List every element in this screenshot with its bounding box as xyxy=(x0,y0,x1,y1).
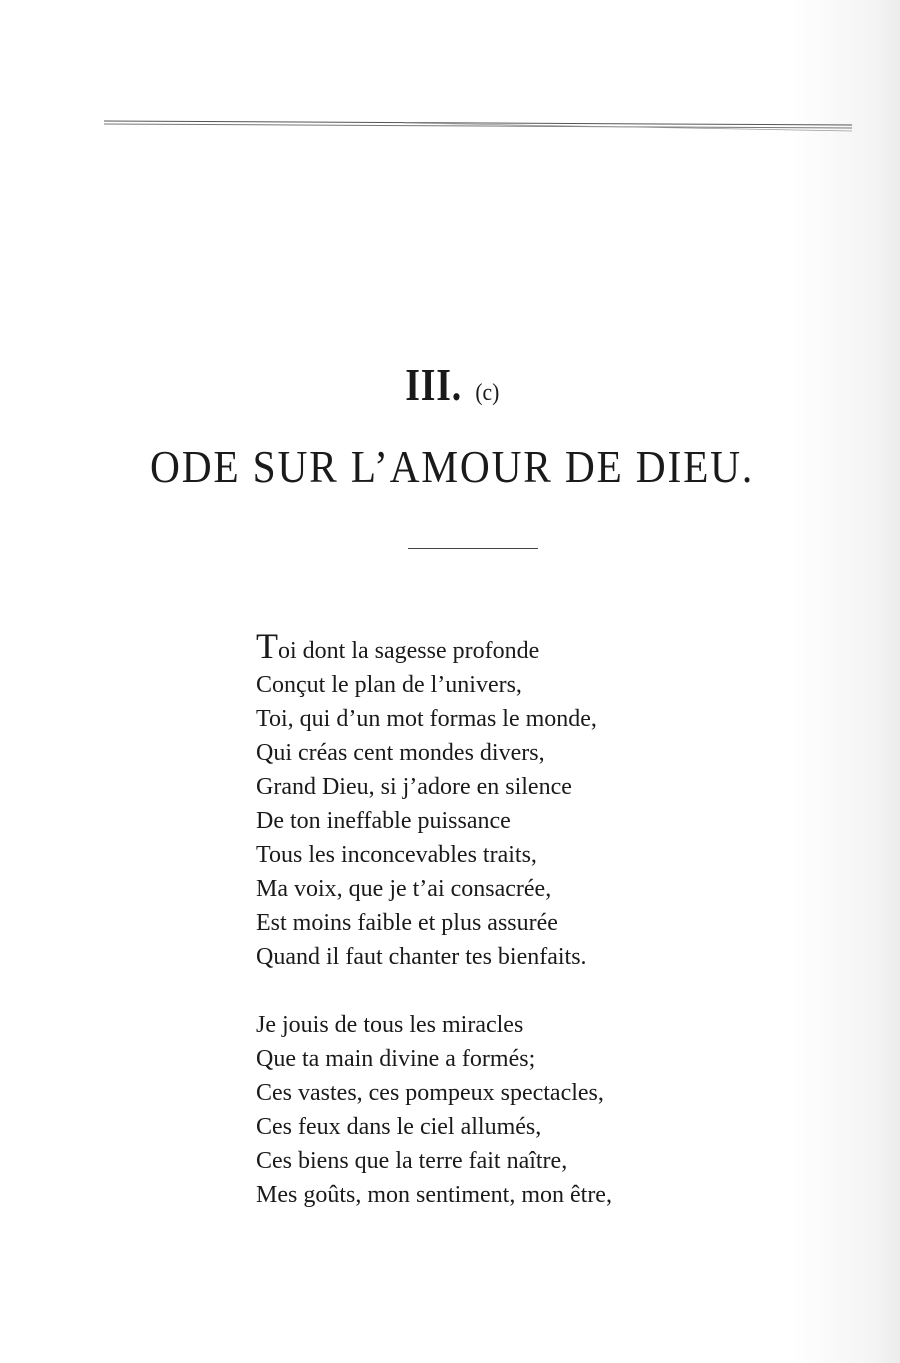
poem-line-first xyxy=(256,626,816,668)
poem-line: De ton ineffable puissance xyxy=(256,808,511,834)
page-title: ODE SUR L’AMOUR DE DIEU. xyxy=(150,441,755,492)
poem-line: Que ta main divine a formés; xyxy=(256,1046,536,1072)
drop-cap: T xyxy=(256,626,278,666)
poem-line: Toi, qui d’un mot formas le monde, xyxy=(256,706,597,732)
poem-body xyxy=(256,626,816,1246)
poem-line: Je jouis de tous les miracles xyxy=(256,1012,524,1038)
poem-line: Quand il faut chanter tes bienfaits. xyxy=(256,944,587,970)
poem-line: Conçut le plan de l’univers, xyxy=(256,672,522,698)
poem-line: Ma voix, que je t’ai consacrée, xyxy=(256,876,552,902)
roman-numeral: III. xyxy=(405,359,463,410)
top-decorative-rule xyxy=(104,118,852,132)
poem-line: Ces vastes, ces pompeux spectacles, xyxy=(256,1080,604,1106)
poem-line: Ces biens que la terre fait naître, xyxy=(256,1148,568,1174)
stanza xyxy=(256,626,816,974)
first-line-rest: oi dont la sagesse profonde xyxy=(278,638,540,664)
poem-line: Mes goûts, mon sentiment, mon être, xyxy=(256,1182,612,1208)
poem-line: Est moins faible et plus assurée xyxy=(256,910,558,936)
stanza xyxy=(256,1008,816,1212)
title-divider xyxy=(408,548,538,549)
poem-line: Ces feux dans le ciel allumés, xyxy=(256,1114,542,1140)
poem-line: Qui créas cent mondes divers, xyxy=(256,740,545,766)
note-reference: (c) xyxy=(475,380,500,406)
poem-line: Grand Dieu, si j’adore en silence xyxy=(256,774,572,800)
poem-line: Tous les inconcevables traits, xyxy=(256,842,537,868)
section-numeral xyxy=(0,358,900,411)
